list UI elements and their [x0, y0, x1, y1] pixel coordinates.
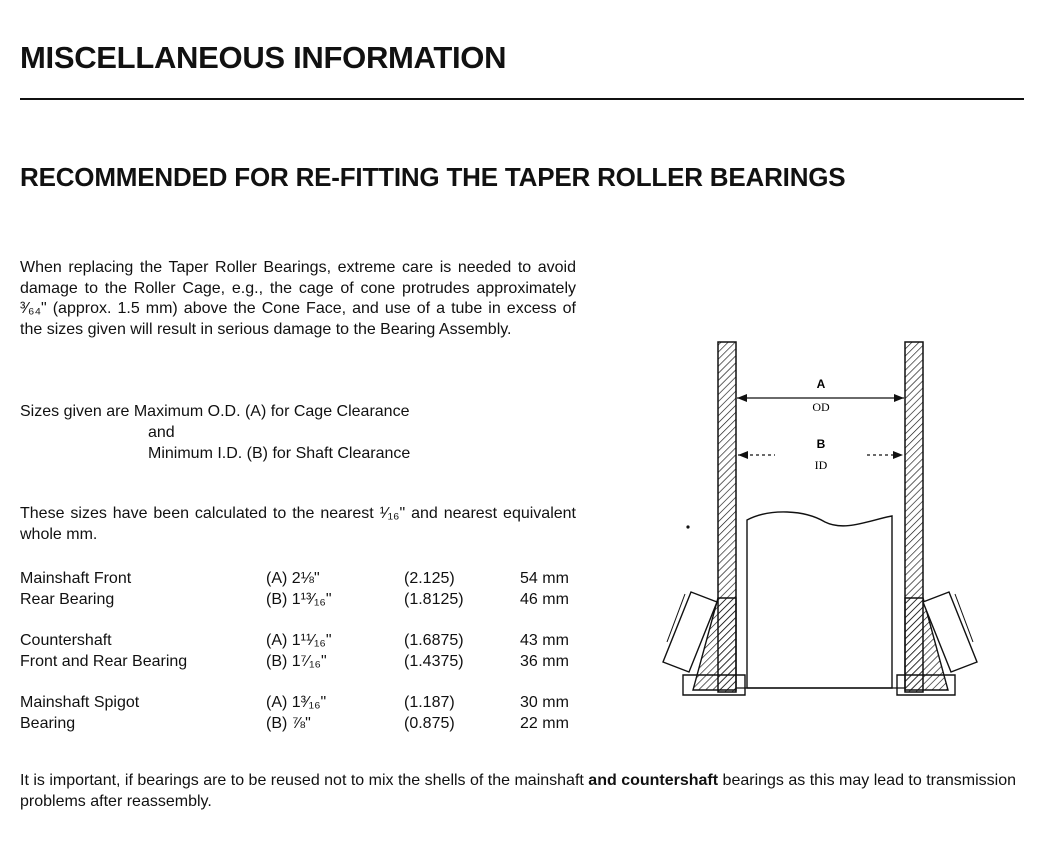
id-arrow-left: [738, 451, 748, 459]
title-rule: [20, 98, 1024, 100]
spec-decimal: (0.875): [404, 715, 455, 732]
label-a: A: [816, 377, 826, 391]
spec-size: (B) 1¹³⁄₁₆": [266, 591, 332, 608]
spec-size: (B) 1⁷⁄₁₆": [266, 653, 327, 670]
label-b: B: [816, 437, 826, 451]
spec-mm: 36 mm: [520, 653, 569, 670]
section-heading: RECOMMENDED FOR RE-FITTING THE TAPER ROLLER BEARINGS: [20, 162, 846, 192]
spec-mm: 30 mm: [520, 694, 569, 711]
spec-decimal: (1.6875): [404, 632, 464, 649]
label-id: ID: [814, 458, 828, 472]
spec-size: (A) 1¹¹⁄₁₆": [266, 632, 332, 649]
note-text-bold: and countershaft: [588, 772, 719, 789]
page-title: MISCELLANEOUS INFORMATION: [20, 40, 507, 75]
spec-name: Bearing: [20, 715, 76, 732]
spec-size: (A) 1³⁄₁₆": [266, 694, 327, 711]
note-text-2: bearings as this may lead to transmission problems after reassembly.: [20, 772, 1017, 810]
sizes-line-3: Minimum I.D. (B) for Shaft Clearance: [148, 445, 411, 462]
spec-mm: 46 mm: [520, 591, 569, 608]
od-arrow-right: [894, 394, 904, 402]
calc-paragraph: These sizes have been calculated to the nearest ¹⁄₁₆" and nearest equivalent whole mm.: [20, 505, 576, 543]
label-od: OD: [812, 400, 830, 414]
bearing-diagram: [655, 330, 985, 705]
spec-name: Mainshaft Spigot: [20, 694, 140, 711]
spec-mm: 43 mm: [520, 632, 569, 649]
spec-name: Rear Bearing: [20, 591, 115, 608]
sizes-line-2: and: [148, 424, 175, 441]
spec-decimal: (1.8125): [404, 591, 464, 608]
sizes-block: [20, 401, 410, 464]
id-arrow-right: [893, 451, 903, 459]
spec-name: Front and Rear Bearing: [20, 653, 188, 670]
speck: [686, 525, 689, 528]
spec-mm: 54 mm: [520, 570, 569, 587]
spec-size: (B) ⅞": [266, 715, 311, 732]
sizes-line-1: Sizes given are Maximum O.D. (A) for Cage Clearance: [20, 403, 410, 420]
note-text-1: It is important, if bearings are to be reused not to mix the shells of the mainshaft: [20, 772, 589, 789]
spec-decimal: (2.125): [404, 570, 455, 587]
intro-paragraph: When replacing the Taper Roller Bearings, extreme care is needed to avoid damage to the Roller Cage, e.g., the cage of cone protrudes approximately ³⁄₆₄" (approx. 1.5 mm) above the Cone Face, and use of a tube in excess of the sizes given will result in serious damage to the Bearing Assembly.: [20, 259, 576, 338]
important-note: [20, 770, 1030, 812]
right-bearing: [897, 592, 977, 695]
spec-decimal: (1.187): [404, 694, 455, 711]
od-arrow-left: [737, 394, 747, 402]
spec-name: Mainshaft Front: [20, 570, 132, 587]
shaft: [747, 512, 892, 688]
spec-name: Countershaft: [20, 632, 112, 649]
left-bearing: [663, 592, 745, 695]
spec-size: (A) 2⅛": [266, 570, 320, 587]
spec-mm: 22 mm: [520, 715, 569, 732]
spec-decimal: (1.4375): [404, 653, 464, 670]
